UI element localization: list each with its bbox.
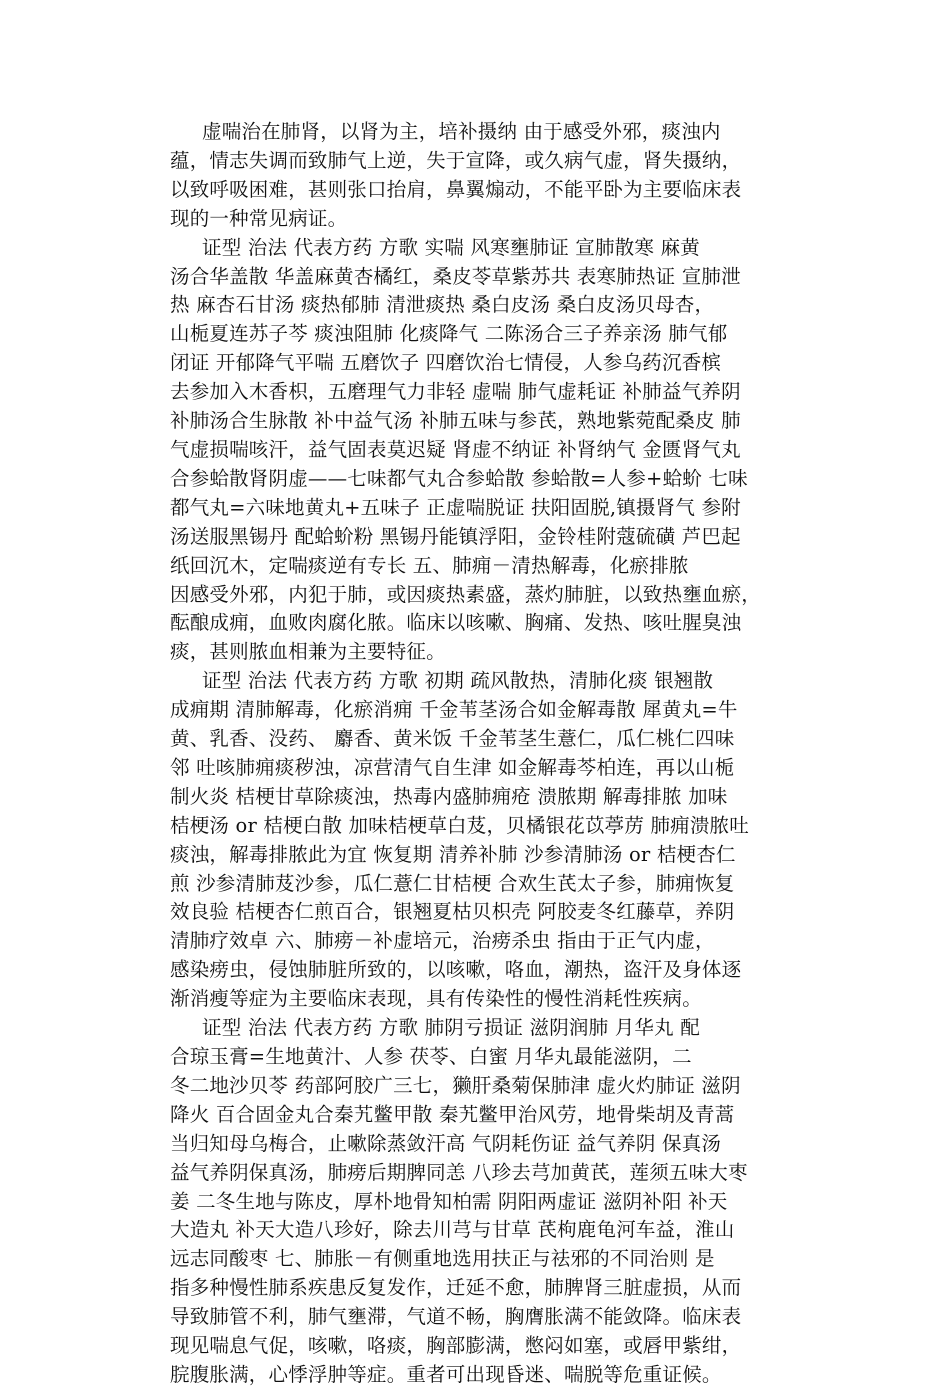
text-line: 闭证 开郁降气平喘 五磨饮子 四磨饮治七情侵，人参乌药沉香槟 xyxy=(170,351,722,375)
text-line: 降火 百合固金丸合秦艽鳖甲散 秦艽鳖甲治风劳，地骨柴胡及青蒿 xyxy=(170,1102,735,1126)
text-line: 现见喘息气促，咳嗽，咯痰，胸部膨满，憋闷如塞，或唇甲紫绀， xyxy=(170,1334,742,1358)
text-line: 远志同酸枣 七、肺胀－有侧重地选用扶正与祛邪的不同治则 是 xyxy=(170,1247,715,1271)
text-line: 指多种慢性肺系疾患反复发作，迁延不愈，肺脾肾三脏虚损，从而 xyxy=(170,1276,742,1300)
text-line: 姜 二冬生地与陈皮，厚朴地骨知柏需 阴阳两虚证 滋阴补阳 补天 xyxy=(170,1189,728,1213)
text-line: 桔梗汤 or 桔梗白散 加味桔梗草白芨，贝橘银花苡葶苈 肺痈溃脓吐 xyxy=(170,813,749,837)
paragraph xyxy=(170,1014,810,1390)
text-line: 都气丸=六味地黄丸+五味子 正虚喘脱证 扶阳固脱,镇摄肾气 参附 xyxy=(170,495,741,519)
text-line: 邻 吐咳肺痈痰秽浊，凉营清气自生津 如金解毒芩柏连，再以山栀 xyxy=(170,755,735,779)
text-line: 热 麻杏石甘汤 痰热郁肺 清泄痰热 桑白皮汤 桑白皮汤贝母杏， xyxy=(170,293,715,317)
text-line: 大造丸 补天大造八珍好，除去川芎与甘草 芪枸鹿龟河车益，淮山 xyxy=(170,1218,735,1242)
text-line: 汤送服黑锡丹 配蛤蚧粉 黑锡丹能镇浮阳，金铃桂附蔻硫磺 芦巴起 xyxy=(170,524,741,548)
paragraph xyxy=(170,118,810,234)
text-line: 合琼玉膏=生地黄汁、人参 茯苓、白蜜 月华丸最能滋阴，二 xyxy=(170,1045,692,1068)
text-line: 蕴，情志失调而致肺气上逆，失于宣降，或久病气虚，肾失摄纳， xyxy=(170,148,742,172)
paragraph xyxy=(170,234,810,668)
text-line: 补肺汤合生脉散 补中益气汤 补肺五味与参芪，熟地紫菀配桑皮 肺 xyxy=(170,409,741,433)
text-line: 去参加入木香枳，五磨理气力非轻 虚喘 肺气虚耗证 补肺益气养阴 xyxy=(170,380,741,404)
text-line: 痰浊，解毒排脓此为宜 恢复期 清养补肺 沙参清肺汤 or 桔梗杏仁 xyxy=(170,842,736,866)
document-body xyxy=(170,118,810,1390)
text-line: 现的一种常见病证。 xyxy=(170,206,348,230)
text-line: 清肺疗效卓 六、肺痨－补虚培元，治痨杀虫 指由于正气内虚， xyxy=(170,929,715,953)
text-line: 效良验 桔梗杏仁煎百合，银翘夏枯贝枳壳 阿胶麦冬红藤草，养阴 xyxy=(170,900,735,924)
text-line: 以致呼吸困难，甚则张口抬肩，鼻翼煽动，不能平卧为主要临床表 xyxy=(170,177,742,201)
text-line: 成痈期 清肺解毒，化瘀消痈 千金苇茎汤合如金解毒散 犀黄丸=牛 xyxy=(170,698,738,722)
text-line: 气虚损喘咳汗，益气固表莫迟疑 肾虚不纳证 补肾纳气 金匮肾气丸 xyxy=(170,437,741,461)
text-line: 合参蛤散肾阴虚——七味都气丸合参蛤散 参蛤散=人参+蛤蚧 七味 xyxy=(170,466,748,490)
text-line: 证型 治法 代表方药 方歌 初期 疏风散热，清肺化痰 银翘散 xyxy=(202,669,714,693)
text-line: 山栀夏连苏子芩 痰浊阻肺 化痰降气 二陈汤合三子养亲汤 肺气郁 xyxy=(170,322,728,346)
text-line: 冬二地沙贝苓 药部阿胶广三七，獭肝桑菊保肺津 虚火灼肺证 滋阴 xyxy=(170,1073,741,1097)
text-line: 黄、乳香、没药、 麝香、黄米饭 千金苇茎生薏仁，瓜仁桃仁四味 xyxy=(170,727,735,751)
text-line: 制火炎 桔梗甘草除痰浊，热毒内盛肺痈疮 溃脓期 解毒排脓 加味 xyxy=(170,784,728,808)
text-line: 证型 治法 代表方药 方歌 实喘 风寒壅肺证 宣肺散寒 麻黄 xyxy=(202,235,700,259)
text-line: 虚喘治在肺肾，以肾为主，培补摄纳 由于感受外邪，痰浊内 xyxy=(202,120,721,143)
text-line: 证型 治法 代表方药 方歌 肺阴亏损证 滋阴润肺 月华丸 配 xyxy=(202,1016,700,1040)
text-line: 因感受外邪，内犯于肺，或因痰热素盛，蒸灼肺脏，以致热壅血瘀， xyxy=(170,582,762,606)
text-line: 煎 沙参清肺芨沙参，瓜仁薏仁甘桔梗 合欢生芪太子参，肺痈恢复 xyxy=(170,871,735,895)
text-line: 益气养阴保真汤，肺痨后期脾同恙 八珍去芎加黄芪，莲须五味大枣 xyxy=(170,1160,748,1184)
text-line: 渐消瘦等症为主要临床表现，具有传染性的慢性消耗性疾病。 xyxy=(170,987,702,1011)
text-line: 导致肺管不利，肺气壅滞，气道不畅，胸膺胀满不能敛降。临床表 xyxy=(170,1305,742,1329)
text-line: 纸回沉木，定喘痰逆有专长 五、肺痈－清热解毒，化瘀排脓 xyxy=(170,553,689,577)
paragraph xyxy=(170,667,810,1014)
text-line: 感染痨虫，侵蚀肺脏所致的，以咳嗽，咯血，潮热，盗汗及身体逐 xyxy=(170,958,742,982)
text-line: 当归知母乌梅合，止嗽除蒸敛汗高 气阴耗伤证 益气养阴 保真汤 xyxy=(170,1131,722,1155)
text-line: 汤合华盖散 华盖麻黄杏橘红，桑皮苓草紫苏共 表寒肺热证 宣肺泄 xyxy=(170,264,741,288)
text-line: 脘腹胀满，心悸浮肿等症。重者可出现昏迷、喘脱等危重证候。 xyxy=(170,1362,722,1386)
text-line: 酝酿成痈，血败肉腐化脓。临床以咳嗽、胸痛、发热、咳吐腥臭浊 xyxy=(170,611,742,635)
text-line: 痰，甚则脓血相兼为主要特征。 xyxy=(170,640,446,664)
